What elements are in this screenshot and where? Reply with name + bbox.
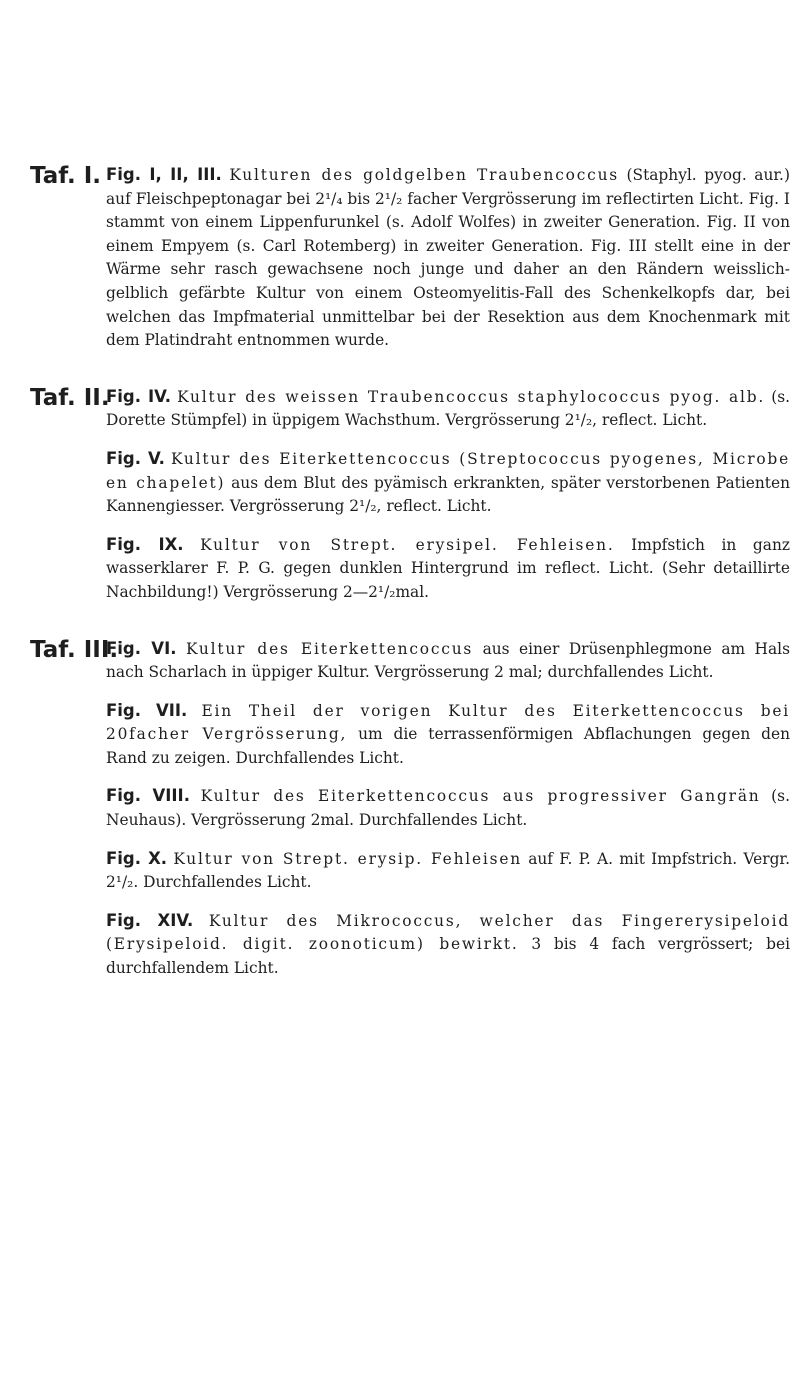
fig-body: aus dem Blut des pyämisch erkrankten, später verstorbenen Patienten Kannengiesser. Vergrösserung 2¹/₂, reflect. Licht. (106, 473, 790, 516)
fig-body: 3 bis 4 fach vergrössert; bei durchfallendem Licht. (106, 935, 790, 978)
fig-vii-block (106, 699, 790, 771)
fig-label: Fig. VI. (106, 638, 177, 658)
fig-ix-block (106, 533, 790, 605)
fig-title: Kultur des Mikrococcus, welcher das Fingererysipeloid (Erysipeloid. digit. zoonoticum) bewirkt. (106, 911, 790, 954)
fig-v-block (106, 447, 790, 519)
fig-label: Fig. VII. (106, 700, 188, 720)
fig-label: Fig. XIV. (106, 910, 194, 930)
fig-body: (Staphyl. pyog. aur.) auf Fleischpeptonagar bei 2¹/₄ bis 2¹/₂ facher Vergrösserung im reflectirten Licht. Fig. I stammt von einem Lippenfurunkel (s. Adolf Wolfes) in zweiter Generation. Fig. II von einem Empyem (s. Carl Rotemberg) in zweiter Generation. Fig. III stellt eine in der Wärme sehr rasch gewachsene noch junge und daher an den Rändern weisslich-gelblich gefärbte Kultur von einem Osteomyelitis-Fall des Schenkelkopfs dar, bei welchen das Impfmaterial unmittelbar bei der Resektion aus dem Knochenmark mit dem Platindraht entnommen wurde. (106, 166, 790, 350)
fig-body: Impfstich in ganz wasserklarer F. P. G. gegen dunklen Hintergrund im reflect. Licht. (Sehr detaillirte Nachbildung!) Vergrösserung 2—2¹/₂mal. (106, 535, 790, 601)
fig-body: auf F. P. A. mit Impfstrich. Vergr. 2¹/₂. Durchfallendes Licht. (106, 849, 790, 892)
fig-title: Kultur von Strept. erysip. Fehleisen (173, 849, 522, 868)
fig-body: um die terrassenförmigen Abflachungen gegen den Rand zu zeigen. Durchfallendes Licht. (106, 725, 790, 767)
fig-label: Fig. V. (106, 448, 165, 468)
plate-ii-heading: Taf. II. (30, 384, 110, 411)
fig-vi-description (106, 637, 790, 685)
fig-x-block (106, 847, 790, 895)
plate-iii-entry (30, 637, 790, 685)
fig-i-iii-description (106, 163, 790, 353)
fig-title: Kultur des Eiterkettencoccus (185, 639, 474, 658)
fig-body: (s. Dorette Stümpfel) in üppigem Wachsthum. Vergrösserung 2¹/₂, reflect. Licht. (106, 387, 790, 430)
fig-iv-description (106, 385, 790, 433)
plate-iii-heading: Taf. III. (30, 636, 119, 663)
fig-title: Kultur des Eiterkettencoccus aus progressiver Gangrän (200, 787, 761, 806)
fig-label: Fig. I, II, III. (106, 165, 222, 184)
fig-body: aus einer Drüsenphlegmone am Hals nach Scharlach in üppiger Kultur. Vergrösserung 2 mal; durchfallendes Licht. (106, 639, 790, 682)
fig-viii-block (106, 784, 790, 832)
fig-label: Fig. VIII. (106, 786, 190, 806)
fig-title: Ein Theil der vorigen Kultur des Eiterkettencoccus bei 20facher Vergrösserung, (106, 701, 790, 744)
plate-i-heading: Taf. I. (30, 163, 102, 189)
plate-legend-page (30, 163, 790, 995)
fig-label: Fig. IX. (106, 534, 184, 554)
fig-label: Fig. IV. (106, 386, 171, 406)
fig-title: Kulturen des goldgelben Traubencoccus (229, 166, 619, 184)
fig-title: Kultur des Eiterkettencoccus (Streptococcus pyogenes, Microbe en chapelet) (106, 449, 790, 492)
fig-label: Fig. X. (106, 848, 168, 868)
plate-ii-entry (30, 385, 790, 433)
fig-title: Kultur von Strept. erysipel. Fehleisen. (200, 535, 615, 554)
fig-xiv-block (106, 909, 790, 981)
fig-body: (s. Neuhaus). Vergrösserung 2mal. Durchfallendes Licht. (106, 787, 790, 830)
plate-i-entry (30, 163, 790, 353)
fig-title: Kultur des weissen Traubencoccus staphylococcus pyog. alb. (177, 387, 766, 406)
